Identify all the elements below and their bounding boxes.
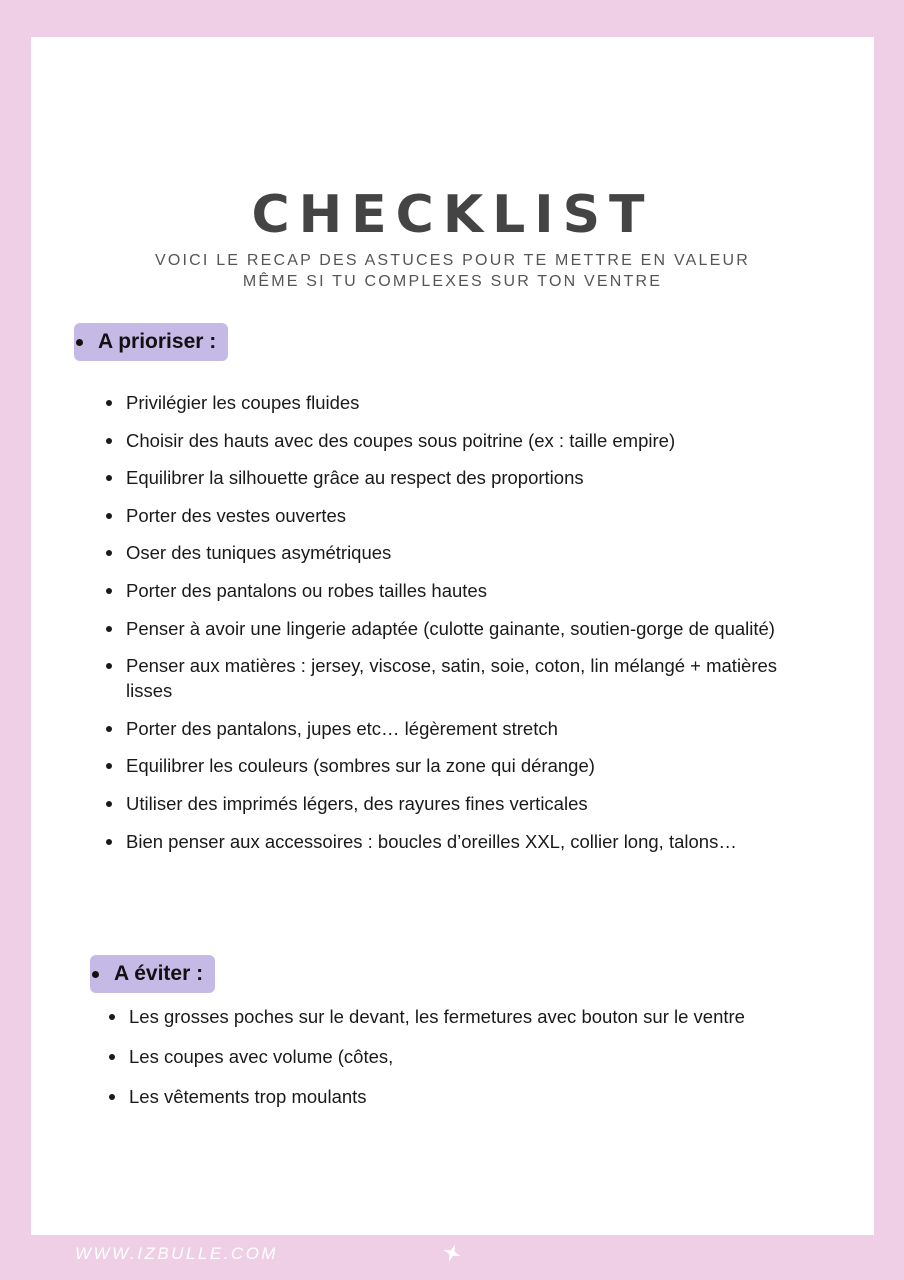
list-item-text: Penser aux matières : jersey, viscose, satin, soie, coton, lin mélangé + matières lisses xyxy=(126,655,778,702)
list-item xyxy=(106,653,806,703)
sparkle-icon xyxy=(442,1243,462,1263)
list-item-text: Porter des pantalons, jupes etc… légèrement stretch xyxy=(126,717,558,739)
footer-website: WWW.IZBULLE.COM xyxy=(75,1244,279,1263)
bullet-icon xyxy=(106,801,112,807)
page-sheet xyxy=(31,37,874,1235)
eviter-list xyxy=(109,1004,829,1124)
list-item xyxy=(109,1084,829,1109)
list-item-text: Choisir des hauts avec des coupes sous poitrine (ex : taille empire) xyxy=(126,429,676,451)
bullet-icon xyxy=(106,438,112,444)
section-heading-label: A éviter : xyxy=(114,962,204,985)
list-item-text: Les coupes avec volume (côtes, xyxy=(129,1046,394,1067)
list-item xyxy=(109,1004,829,1029)
bullet-icon xyxy=(106,475,112,481)
prioriser-list xyxy=(106,390,806,866)
list-item xyxy=(106,791,806,816)
bullet-icon xyxy=(106,726,112,732)
bullet-icon xyxy=(106,550,112,556)
list-item xyxy=(106,716,806,741)
page-title: CHECKLIST xyxy=(251,185,654,245)
list-item xyxy=(106,465,806,490)
bullet-icon xyxy=(106,839,112,845)
list-item-text: Les grosses poches sur le devant, les fermetures avec bouton sur le ventre xyxy=(129,1006,745,1027)
list-item xyxy=(106,753,806,778)
bullet-icon xyxy=(106,626,112,632)
bullet-icon xyxy=(109,1014,115,1020)
bullet-icon xyxy=(106,400,112,406)
list-item xyxy=(106,503,806,528)
list-item-text: Privilégier les coupes fluides xyxy=(126,392,360,413)
list-item xyxy=(106,428,806,453)
section-heading-eviter xyxy=(90,955,215,993)
section-heading-label: A prioriser : xyxy=(98,330,217,353)
list-item xyxy=(109,1044,829,1069)
bullet-icon xyxy=(92,971,99,978)
bullet-icon xyxy=(109,1094,115,1100)
list-item-text: Penser à avoir une lingerie adaptée (culotte gainante, soutien-gorge de qualité) xyxy=(126,617,775,639)
list-item xyxy=(106,616,806,641)
list-item xyxy=(106,540,806,565)
list-item-text: Equilibrer la silhouette grâce au respect des proportions xyxy=(126,467,584,489)
bullet-icon xyxy=(106,663,112,669)
list-item-text: Equilibrer les couleurs (sombres sur la zone qui dérange) xyxy=(126,755,595,777)
bullet-icon xyxy=(106,513,112,519)
list-item-text: Porter des vestes ouvertes xyxy=(126,504,347,526)
list-item xyxy=(106,390,806,415)
page-subtitle xyxy=(31,250,874,292)
bullet-icon xyxy=(109,1054,115,1060)
list-item-text: Porter des pantalons ou robes tailles hautes xyxy=(126,579,487,601)
section-heading-prioriser xyxy=(74,323,228,361)
list-item-text: Les vêtements trop moulants xyxy=(129,1086,367,1107)
subtitle-line-1: VOICI LE RECAP DES ASTUCES POUR TE METTRE EN VALEUR xyxy=(155,252,750,269)
list-item-text: Bien penser aux accessoires : boucles d’oreilles XXL, collier long, talons… xyxy=(126,830,737,852)
list-item xyxy=(106,578,806,603)
bullet-icon xyxy=(106,588,112,594)
list-item-text: Utiliser des imprimés légers, des rayures fines verticales xyxy=(126,792,588,814)
bullet-icon xyxy=(76,339,83,346)
list-item-text: Oser des tuniques asymétriques xyxy=(126,542,392,564)
subtitle-line-2: MÊME SI TU COMPLEXES SUR TON VENTRE xyxy=(242,273,663,290)
list-item xyxy=(106,829,806,854)
bullet-icon xyxy=(106,763,112,769)
